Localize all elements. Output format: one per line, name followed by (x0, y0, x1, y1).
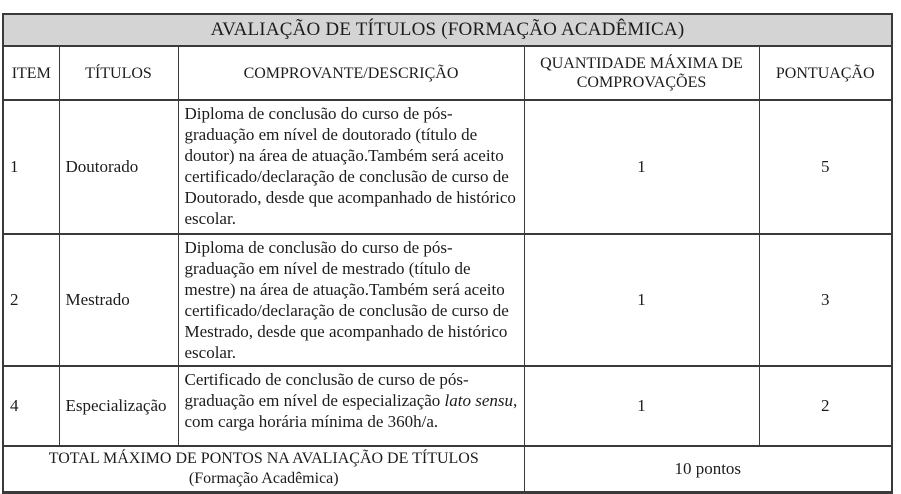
total-label-line1: TOTAL MÁXIMO DE PONTOS NA AVALIAÇÃO DE TÍTULOS (48, 450, 479, 467)
cell-pontuacao: 3 (759, 234, 892, 366)
column-header-quantidade-maxima: QUANTIDADE MÁXIMA DE COMPROVAÇÕES (524, 46, 759, 100)
descricao-text-italic: lato sensu (444, 391, 514, 410)
column-header-titulos: TÍTULOS (59, 46, 178, 100)
descricao-text-normal: , com carga horária mínima de 360h/a. (184, 391, 518, 431)
total-row (3, 446, 892, 493)
column-header-comprovante-descricao: COMPROVANTE/DESCRIÇÃO (178, 46, 524, 100)
cell-item: 2 (3, 234, 59, 366)
total-value-cell: 10 pontos (524, 446, 892, 493)
cell-descricao: Diploma de conclusão do curso de pós-graduação em nível de doutorado (título de doutor) na área de atuação.Também será aceito certificado/declaração de conclusão de curso de Doutorado, desde que acompanhado de histórico escolar. (178, 100, 524, 234)
cell-pontuacao: 5 (759, 100, 892, 234)
cell-pontuacao: 2 (759, 366, 892, 446)
table-row-doutorado (3, 100, 892, 234)
column-header-row (3, 46, 892, 100)
cell-item: 4 (3, 366, 59, 446)
table-title: AVALIAÇÃO DE TÍTULOS (FORMAÇÃO ACADÊMICA) (3, 14, 892, 46)
total-label-line2: (Formação Acadêmica) (188, 470, 339, 487)
cell-item: 1 (3, 100, 59, 234)
titles-evaluation-table (2, 13, 893, 494)
total-label-cell (3, 446, 524, 493)
cell-titulo: Mestrado (59, 234, 178, 366)
column-header-pontuacao: PONTUAÇÃO (759, 46, 892, 100)
cell-descricao (178, 366, 524, 446)
column-header-item: ITEM (3, 46, 59, 100)
cell-titulo: Especialização (59, 366, 178, 446)
table-row-mestrado (3, 234, 892, 366)
descricao-text-normal: Certificado de conclusão de curso de pós-graduação em nível de especialização (184, 370, 469, 410)
cell-descricao: Diploma de conclusão do curso de pós-graduação em nível de mestrado (título de mestre) na área de atuação.Também será aceito certificado/declaração de conclusão de curso de Mestrado, desde que acompanhado de histórico escolar. (178, 234, 524, 366)
table-row-especializacao (3, 366, 892, 446)
cell-quantidade: 1 (524, 366, 759, 446)
cell-titulo: Doutorado (59, 100, 178, 234)
cell-quantidade: 1 (524, 234, 759, 366)
title-band-row (3, 14, 892, 46)
cell-quantidade: 1 (524, 100, 759, 234)
